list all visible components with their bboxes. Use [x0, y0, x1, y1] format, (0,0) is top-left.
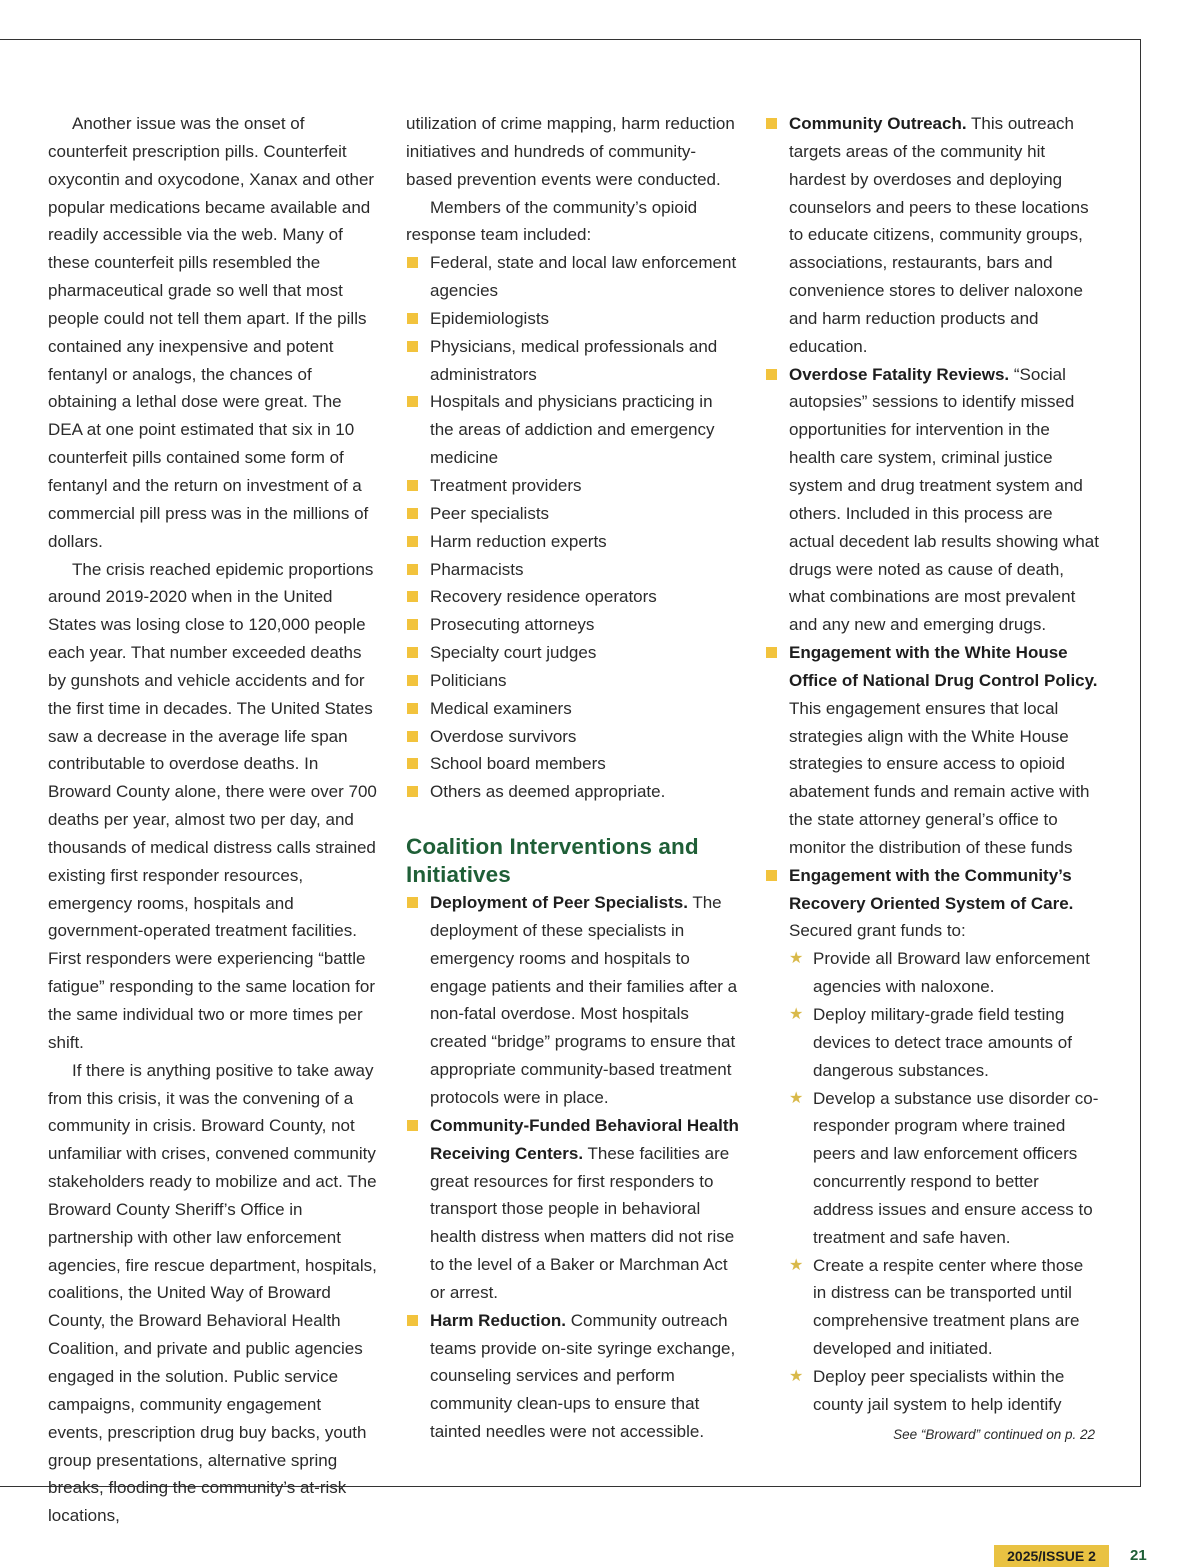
- item-text: These facilities are great resources for first responders to transport those people in behavioral health distress when matters did not rise to the level of a Baker or Marchman Act or arrest.: [430, 1143, 735, 1302]
- item-text: Deploy military-grade field testing devices to detect trace amounts of dangerous substances.: [813, 1005, 1072, 1080]
- list-item: Hospitals and physicians practicing in the areas of addiction and emergency medicine: [406, 388, 740, 472]
- list-item: [406, 1307, 740, 1446]
- list-item: [406, 889, 740, 1112]
- item-text: Create a respite center where those in distress can be transported until comprehensive treatment plans are developed and initiated.: [813, 1255, 1084, 1359]
- grant-list: [789, 945, 1099, 1418]
- list-item: Others as deemed appropriate.: [406, 778, 740, 806]
- item-title: Overdose Fatality Reviews.: [789, 364, 1010, 384]
- item-title: Engagement with the White House Office of National Drug Control Policy.: [789, 643, 1098, 690]
- list-item: Politicians: [406, 667, 740, 695]
- list-item: [789, 1001, 1099, 1085]
- list-item: Federal, state and local law enforcement agencies: [406, 249, 740, 305]
- paragraph: Another issue was the onset of counterfeit prescription pills. Counterfeit oxycontin and oxycodone, Xanax and other popular medications became available and readily accessible via the web. Many of these counterfeit pills resembled the pharmaceutical grade so well that most people could not tell them apart. If the pills contained any inexpensive and potent fentanyl or analogs, the chances of obtaining a lethal dose were great. The DEA at one point estimated that six in 10 counterfeit pills contained some form of fentanyl and the return on investment of a commercial pill press was in the millions of dollars.: [48, 114, 375, 551]
- list-item: [789, 945, 1099, 1001]
- item-text: This outreach targets areas of the community hit hardest by overdoses and deploying counselors and peers to these locations to educate citizens, community groups, associations, restaurants, bars and convenience stores to deliver naloxone and harm reduction products and education.: [789, 114, 1089, 356]
- list-item: [789, 1085, 1099, 1252]
- list-item: [789, 1252, 1099, 1363]
- team-list: [406, 249, 740, 806]
- column-1: [48, 110, 380, 1530]
- list-item: School board members: [406, 750, 740, 778]
- list-item: Treatment providers: [406, 472, 740, 500]
- item-text: Community outreach teams provide on-site syringe exchange, counseling services and perform community clean-ups to ensure that tainted needles were not accessible.: [430, 1310, 736, 1442]
- paragraph: utilization of crime mapping, harm reduction initiatives and hundreds of community-based prevention events were conducted.: [406, 114, 735, 189]
- list-item: Medical examiners: [406, 695, 740, 723]
- list-item: [789, 1363, 1099, 1419]
- column-2: [406, 110, 740, 1446]
- item-title: Harm Reduction.: [430, 1310, 567, 1330]
- star-icon: ★: [789, 1256, 804, 1274]
- paragraph: The crisis reached epidemic proportions around 2019-2020 when in the United States was losing close to 120,000 people each year. That number exceeded deaths by gunshots and vehicle accidents and for the first time in decades. The United States saw a decrease in the average life span contributable to overdose deaths. In Broward County alone, there were over 700 deaths per year, almost two per day, and thousands of medical distress calls strained existing first responder resources, emergency rooms, hospitals and government-operated treatment facilities. First responders were experiencing “battle fatigue” responding to the same location for the same individual two or more times per shift.: [48, 559, 377, 1052]
- list-item: [765, 639, 1099, 862]
- item-title: Deployment of Peer Specialists.: [430, 893, 688, 913]
- star-icon: ★: [789, 1006, 804, 1023]
- item-text: Provide all Broward law enforcement agencies with naloxone.: [813, 949, 1090, 997]
- issue-badge: 2025/ISSUE 2: [994, 1545, 1109, 1567]
- item-title: Community-Funded Behavioral Health Receiving Centers.: [430, 1115, 739, 1163]
- section-heading: Coalition Interventions and Initiatives: [406, 834, 699, 888]
- continued-note: See “Broward” continued on p. 22: [893, 1426, 1095, 1442]
- star-icon: ★: [789, 950, 804, 968]
- interventions-list: [406, 889, 740, 1446]
- item-title: Engagement with the Community’s Recovery Oriented System of Care.: [789, 865, 1074, 913]
- item-text: “Social autopsies” sessions to identify missed opportunities for intervention in the health care system, criminal justice system and drug treatment system and others. Included in this process are actual decedent lab results showing what drugs were noted as cause of death, what combinations are most prevalent and any new and emerging drugs.: [789, 364, 1099, 635]
- column-3: [765, 110, 1099, 1445]
- outreach-list: [765, 110, 1099, 1419]
- list-item: Peer specialists: [406, 500, 740, 528]
- list-item: Specialty court judges: [406, 639, 740, 667]
- paragraph: Members of the community’s opioid response team included:: [406, 197, 698, 245]
- list-item: Prosecuting attorneys: [406, 611, 740, 639]
- list-item: Physicians, medical professionals and administrators: [406, 333, 740, 389]
- star-icon: ★: [789, 1089, 804, 1107]
- item-text: The deployment of these specialists in emergency rooms and hospitals to engage patients and their families after a non-fatal overdose. Most hospitals created “bridge” programs to ensure that appropriate community-based treatment protocols were in place.: [430, 893, 738, 1107]
- item-text: Secured grant funds to:: [789, 921, 966, 941]
- list-item: Harm reduction experts: [406, 528, 740, 556]
- list-item: Overdose survivors: [406, 723, 740, 751]
- star-icon: ★: [789, 1367, 804, 1385]
- list-item: [765, 862, 1099, 1419]
- item-text: This engagement ensures that local strategies align with the White House strategies to ensure access to opioid abatement funds and remain active with the state attorney general’s office to monitor the distribution of these funds: [789, 698, 1090, 857]
- list-item: [765, 361, 1099, 639]
- item-text: Develop a substance use disorder co-responder program where trained peers and law enforcement officers concurrently respond to better address issues and ensure access to treatment and safe haven.: [813, 1088, 1099, 1247]
- list-item: Epidemiologists: [406, 305, 740, 333]
- list-item: [406, 1112, 740, 1307]
- list-item: [765, 110, 1099, 361]
- page-number: 21: [1130, 1547, 1147, 1564]
- item-title: Community Outreach.: [789, 114, 967, 133]
- paragraph: If there is anything positive to take away from this crisis, it was the convening of a community in crisis. Broward County, not unfamiliar with crises, convened community stakeholders ready to mobilize and act. The Broward County Sheriff’s Office in partnership with other law enforcement agencies, fire rescue department, hospitals, coalitions, the United Way of Broward County, the Broward Behavioral Health Coalition, and private and public agencies engaged in the solution. Public service campaigns, community engagement events, prescription drug buy backs, youth group presentations, alternative spring breaks, flooding the community’s at-risk locations,: [48, 1060, 377, 1526]
- item-text: Deploy peer specialists within the county jail system to help identify: [813, 1366, 1065, 1414]
- list-item: Recovery residence operators: [406, 583, 740, 611]
- list-item: Pharmacists: [406, 556, 740, 584]
